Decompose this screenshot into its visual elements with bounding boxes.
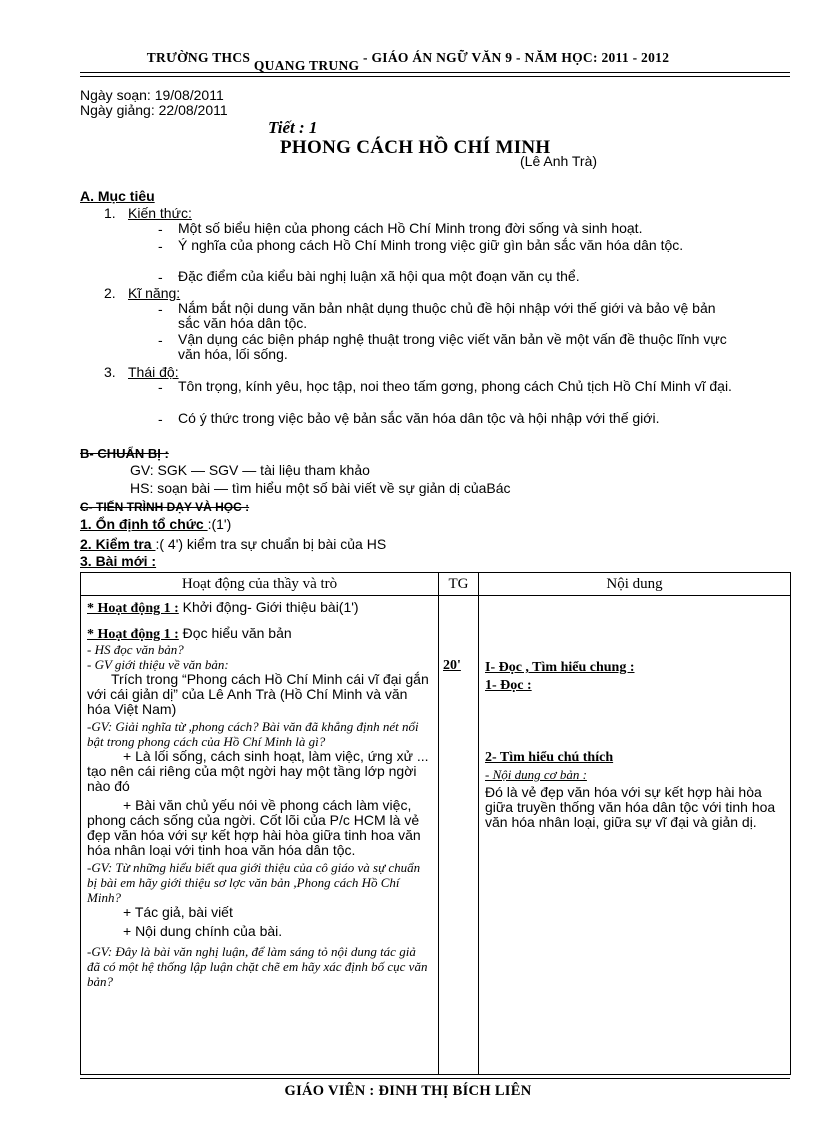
bullet: Tôn trọng, kính yêu, học tập, noi theo tấm gơng, phong cách Chủ tịch Hồ Chí Minh vĩ đại.: [178, 378, 732, 394]
content-heading: 2- Tìm hiểu chú thích: [485, 750, 614, 765]
bullet: Ý nghĩa của phong cách Hồ Chí Minh trong việc giữ gìn bản sắc văn hóa dân tộc.: [178, 237, 684, 253]
content-heading: I- Đọc , Tìm hiểu chung :: [485, 660, 635, 675]
step-3: [80, 554, 156, 569]
school-prefix: TRƯỜNG THCS: [146, 50, 251, 65]
step-2-label: 2. Kiểm tra: [80, 536, 156, 552]
step-1-text: :(1'): [207, 516, 232, 532]
lesson-number: Tiết : 1: [268, 118, 318, 137]
activity-cell: [81, 596, 439, 1075]
item-label: Kiến thức:: [128, 205, 192, 221]
col-header-activity: Hoạt động của thầy và trò: [81, 573, 439, 596]
paragraph: Trích trong “Phong cách Hồ Chí Minh cái vĩ đại gắn với cái giản dị” của Lê Anh Trà (Hồ Chí Minh và văn hóa Việt Nam): [87, 671, 429, 717]
school-year: NĂM HỌC: 2011 - 2012: [524, 50, 670, 65]
lesson-table: [80, 572, 791, 1075]
bullet: Có ý thức trong việc bảo vệ bản sắc văn hóa dân tộc và hội nhập với thế giới.: [178, 410, 660, 426]
lesson-title: PHONG CÁCH HỒ CHÍ MINH: [280, 137, 551, 158]
question: -GV: Giải nghĩa từ ,phong cách? Bài văn đã khẳng định nét nổi bật trong phong cách của Hồ Chí Minh là gì?: [87, 719, 419, 749]
col-header-time: TG: [439, 573, 479, 596]
activity-2-text: Đọc hiểu văn bản: [178, 625, 292, 641]
bullet: Một số biểu hiện của phong cách Hồ Chí Minh trong đời sống và sinh hoạt.: [178, 220, 643, 236]
content-paragraph: Đó là vẻ đẹp văn hóa với sự kết hợp hài hòa giữa truyền thống văn hóa dân tộc với tinh hoa văn hóa nhân loại, giữa sự vĩ đại và giản dị.: [485, 784, 776, 830]
item-label: Kĩ năng:: [128, 285, 181, 301]
time-value: 20': [443, 658, 461, 673]
content-cell: [479, 596, 791, 1075]
school-name: QUANG TRUNG: [253, 58, 360, 73]
step-2-text: :( 4') kiểm tra sự chuẩn bị bài của HS: [155, 536, 387, 552]
time-cell: [439, 596, 479, 1075]
item-number: 3.: [104, 364, 116, 380]
question: - GV giới thiệu về văn bản:: [87, 657, 229, 672]
lesson-author: (Lê Anh Trà): [520, 153, 598, 169]
step-3-label: 3. Bài mới :: [80, 553, 157, 569]
bullet: Nắm bắt nội dung văn bản nhật dụng thuộc chủ đề hội nhập với thế giới và bảo vệ bản sắc văn hóa dân tộc.: [178, 300, 716, 331]
activity-1-text: Khởi động- Giới thiệu bài(1'): [178, 599, 359, 615]
section-c-heading: C- TIẾN TRÌNH DẠY VÀ HỌC :: [80, 500, 250, 514]
page-header: [0, 50, 816, 73]
step-2: [80, 537, 386, 552]
item-number: 1.: [104, 205, 116, 221]
answer: + Là lối sống, cách sinh hoạt, làm việc, ứng xử ... tạo nên cái riêng của một ngời hay một tầng lớp ngời nào đó: [87, 748, 429, 794]
question: - HS đọc văn bản?: [87, 642, 184, 657]
activity-2-label: * Hoạt động 1 :: [87, 627, 179, 642]
question: -GV: Đây là bài văn nghị luận, để làm sáng tỏ nội dung tác giả đã có một hệ thống lập luận chặt chẽ em hãy xác định bố cục văn bản?: [87, 944, 428, 989]
step-1: [80, 517, 231, 532]
header-separator: -: [516, 50, 521, 65]
col-header-content: Nội dung: [479, 573, 791, 596]
step-1-label: 1. Ổn định tổ chức: [80, 516, 208, 532]
answer: + Tác giả, bài viết: [123, 904, 233, 920]
question: -GV: Từ những hiểu biết qua giới thiệu của cô giáo và sự chuẩn bị bài em hãy giới thiệu sơ lợc văn bản ,Phong cách Hồ Chí Minh?: [87, 860, 421, 905]
activity-1-label: * Hoạt động 1 :: [87, 601, 179, 616]
table-row: [81, 596, 791, 1075]
answer: + Nội dung chính của bài.: [123, 923, 283, 939]
header-rule: [80, 72, 790, 77]
table-header-row: [81, 573, 791, 596]
bullet: Đặc điểm của kiểu bài nghị luận xã hội qua một đoạn văn cụ thể.: [178, 268, 580, 284]
header-separator: -: [363, 50, 368, 65]
answer: + Bài văn chủ yếu nói về phong cách làm việc, phong cách sống của ngời. Cốt lõi của P/c HCM là vẻ đẹp văn hóa với sự kết hợp hài hòa giữa tinh hoa văn hóa nhân loại với tinh hoa văn hóa dân tộc.: [87, 797, 421, 858]
footer-teacher: GIÁO VIÊN : ĐINH THỊ BÍCH LIÊN: [284, 1083, 532, 1099]
item-number: 2.: [104, 285, 116, 301]
ngay-soan: Ngày soạn: 19/08/2011: [80, 87, 224, 103]
subject: GIÁO ÁN NGỮ VĂN 9: [371, 50, 513, 65]
item-label: Thái độ:: [128, 364, 179, 380]
footer-rule: [80, 1074, 790, 1079]
gv-prep: GV: SGK — SGV — tài liệu tham khảo: [130, 462, 370, 478]
hs-prep: HS: soạn bài — tìm hiểu một số bài viết về sự giản dị củaBác: [130, 480, 511, 496]
content-subheading: - Nội dung cơ bản :: [485, 767, 587, 782]
section-b-heading: B- CHUẨN BỊ :: [80, 446, 169, 461]
section-a-heading: A. Mục tiêu: [80, 188, 155, 204]
ngay-giang: Ngày giảng: 22/08/2011: [80, 102, 228, 118]
bullet: Vận dụng các biện pháp nghệ thuật trong việc viết văn bản về một vấn đề thuộc lĩnh vực văn hóa, lối sống.: [178, 331, 727, 362]
content-heading: 1- Đọc :: [485, 678, 532, 693]
